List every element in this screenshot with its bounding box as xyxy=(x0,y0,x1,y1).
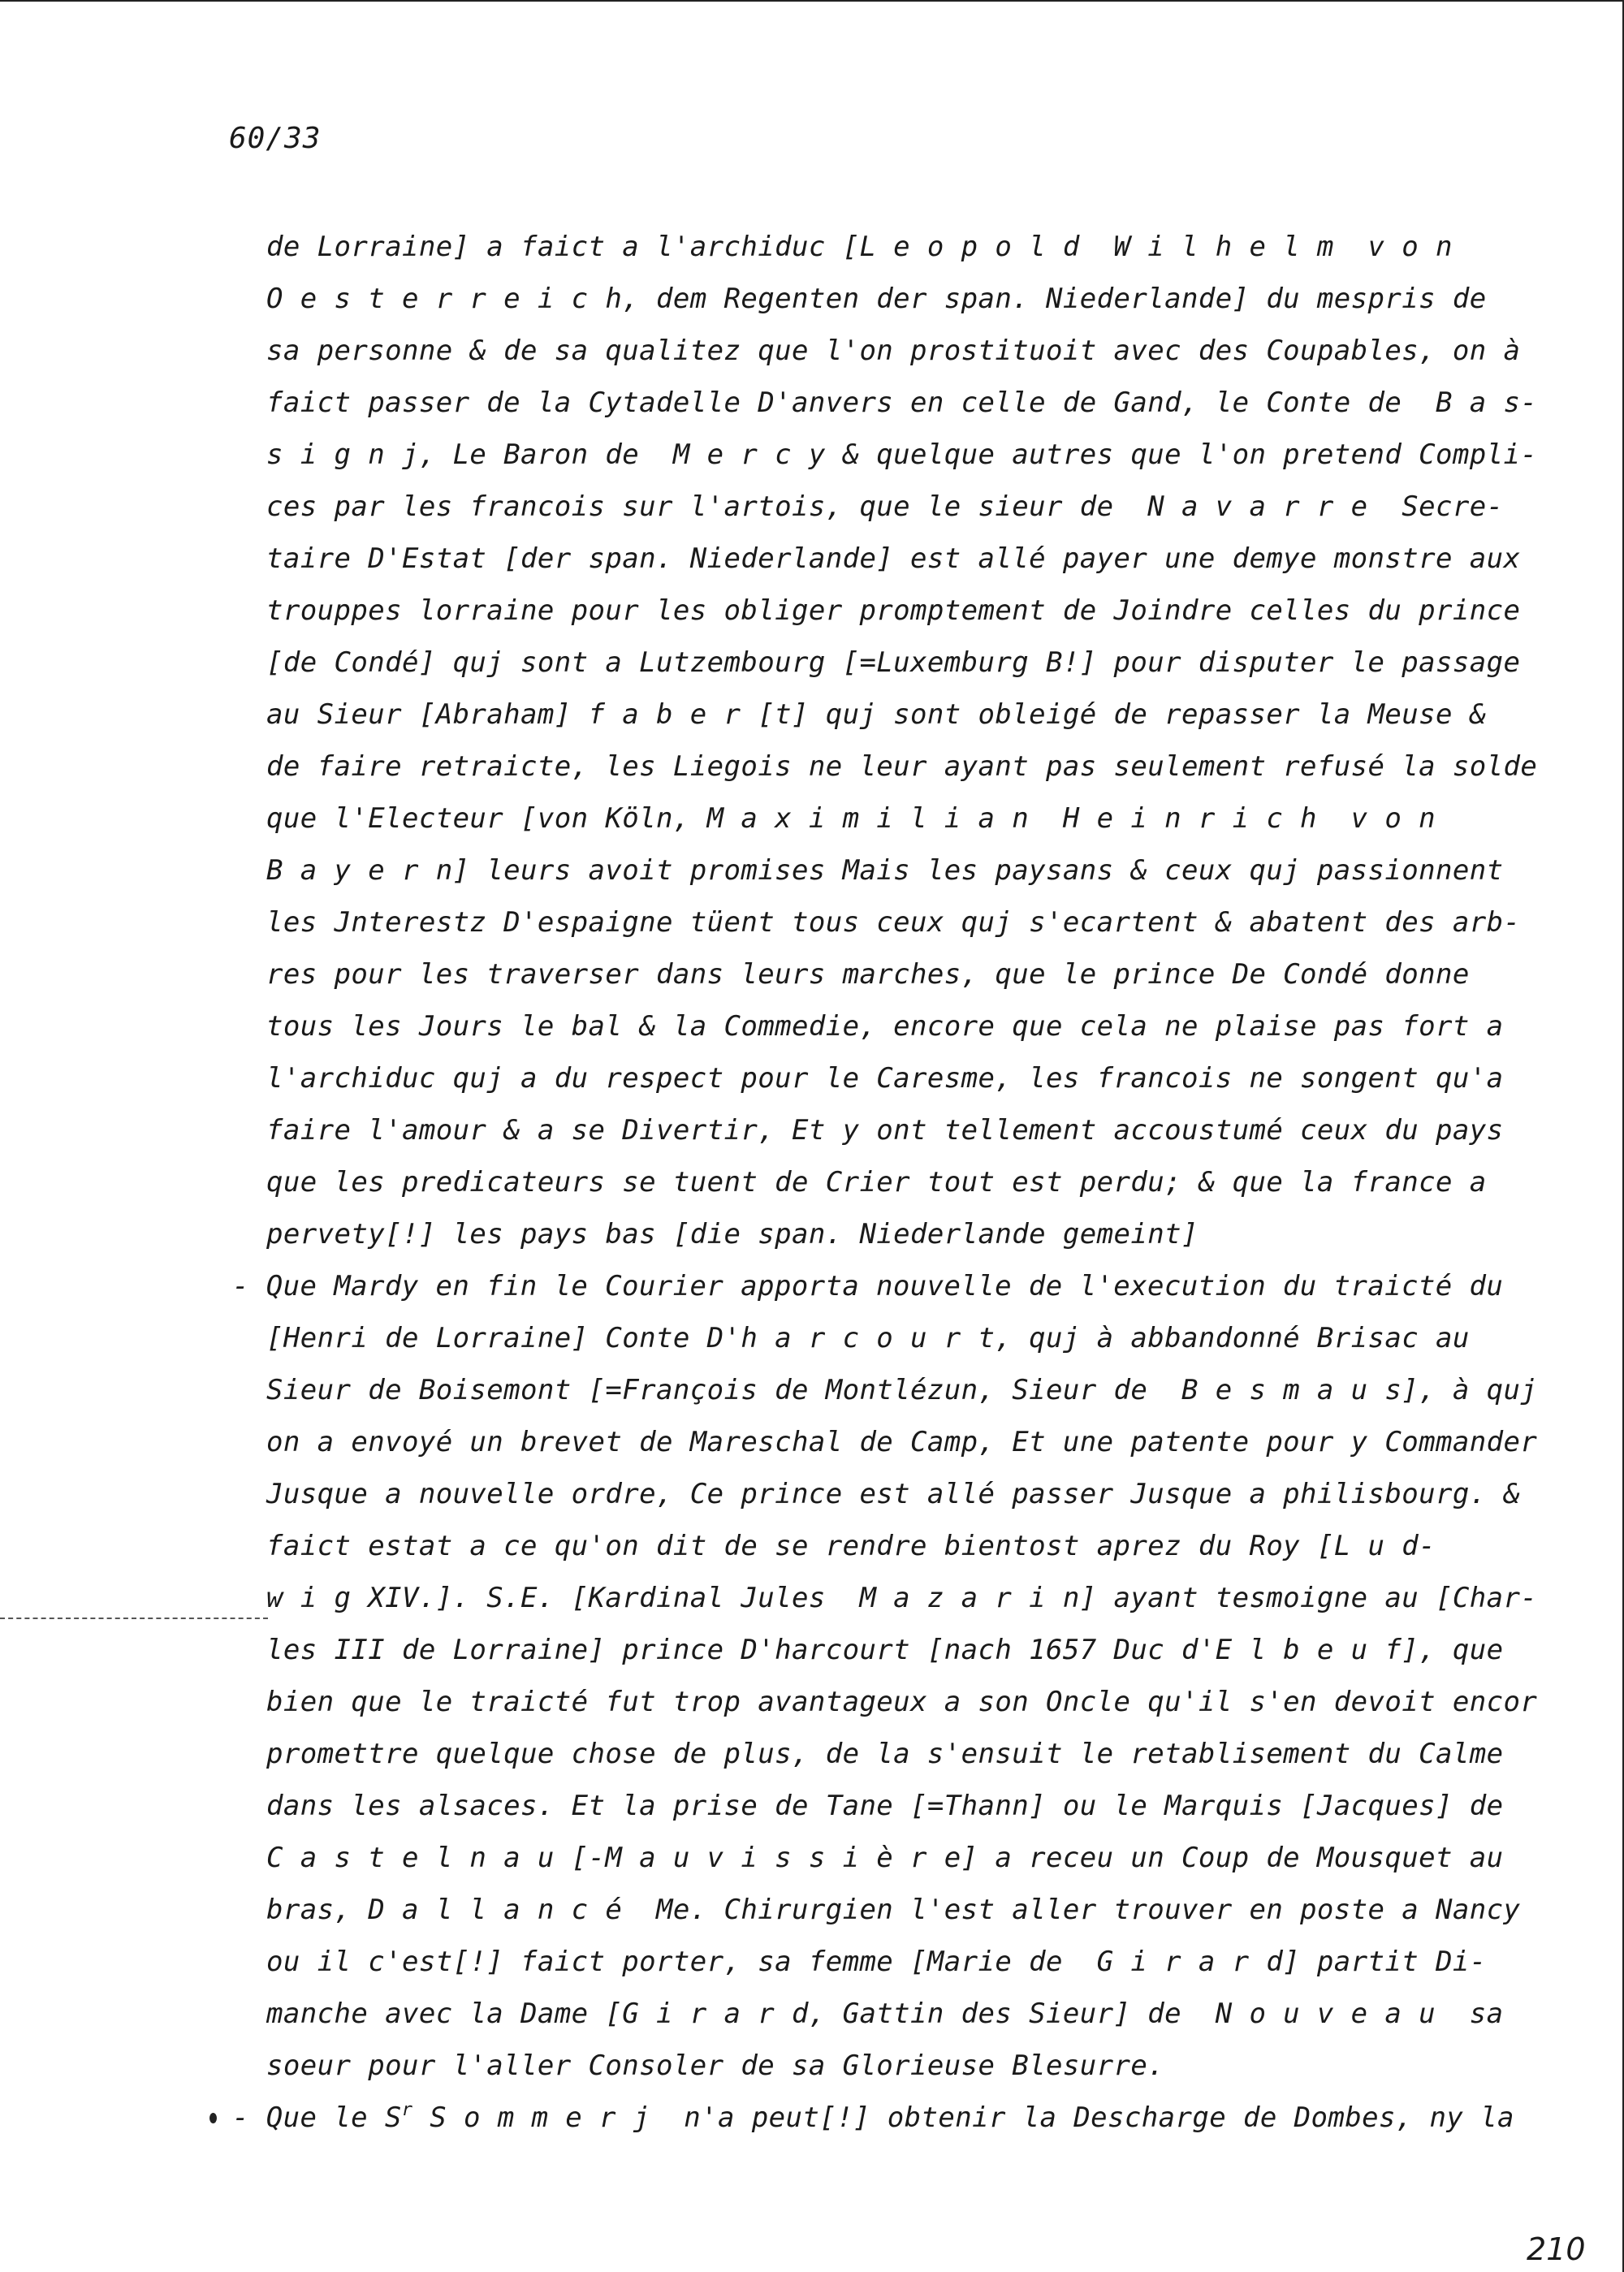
text-line: manche avec la Dame [G i r a r d, Gattin des Sieur] de N o u v e a u sa xyxy=(266,1998,1504,2030)
text-line: res pour les traverser dans leurs marches, que le prince De Condé donne xyxy=(266,958,1470,991)
text-line: bien que le traicté fut trop avantageux a son Oncle qu'il s'en devoit encor xyxy=(266,1686,1538,1718)
text-line: on a envoyé un brevet de Mareschal de Camp, Et une patente pour y Commander xyxy=(266,1426,1538,1458)
text-line: Sieur de Boisemont [=François de Montlézun, Sieur de B e s m a u s], à quj xyxy=(266,1374,1538,1406)
text-line: que l'Electeur [von Köln, M a x i m i l i a n H e i n r i c h v o n xyxy=(266,802,1436,835)
text-line: les Jnterestz D'espaigne tüent tous ceux quj s'ecartent & abatent des arb- xyxy=(266,906,1521,939)
text-line: promettre quelque chose de plus, de la s'ensuit le retablisement du Calme xyxy=(266,1738,1504,1770)
text-line: au Sieur [Abraham] f a b e r [t] quj sont obleigé de repasser la Meuse & xyxy=(266,698,1487,731)
text-line: l'archiduc quj a du respect pour le Caresme, les francois ne songent qu'a xyxy=(266,1062,1504,1095)
text-line: Jusque a nouvelle ordre, Ce prince est allé passer Jusque a philisbourg. & xyxy=(266,1478,1521,1510)
text-line: faict estat a ce qu'on dit de se rendre bientost aprez du Roy [L u d- xyxy=(266,1530,1436,1562)
text-line: bras, D a l l a n c é Me. Chirurgien l'est aller trouver en poste a Nancy xyxy=(266,1894,1521,1926)
page-number: 60/33 xyxy=(229,122,322,155)
text-line: de Lorraine] a faict a l'archiduc [L e o p o l d W i l h e l m v o n xyxy=(266,231,1453,263)
text-line: [Henri de Lorraine] Conte D'h a r c o u r t, quj à abbandonné Brisac au xyxy=(266,1322,1470,1354)
text-line: soeur pour l'aller Consoler de sa Glorieuse Blesurre. xyxy=(266,2050,1165,2082)
text-line-last: - Que le $S^r$ S o m m e r j n'a peut[!] obtenir la Descharge de Dombes, ny la xyxy=(232,2100,1514,2134)
text-line: ces par les francois sur l'artois, que le sieur de N a v a r r e Secre- xyxy=(266,490,1504,523)
text-line: O e s t e r r e i c h, dem Regenten der span. Niederlande] du mespris de xyxy=(266,283,1487,315)
text-line: sa personne & de sa qualitez que l'on prostituoit avec des Coupables, on à xyxy=(266,335,1521,367)
text-line: tous les Jours le bal & la Commedie, encore que cela ne plaise pas fort a xyxy=(266,1010,1504,1043)
text-line: que les predicateurs se tuent de Crier tout est perdu; & que la france a xyxy=(266,1166,1487,1199)
text-line: de faire retraicte, les Liegois ne leur ayant pas seulement refusé la solde xyxy=(266,750,1538,783)
text-line: s i g n j, Le Baron de M e r c y & quelque autres que l'on pretend Compli- xyxy=(266,438,1538,471)
text-line: taire D'Estat [der span. Niederlande] est allé payer une demye monstre aux xyxy=(266,542,1521,575)
ink-dot xyxy=(209,2113,217,2123)
text-line: C a s t e l n a u [-M a u v i s s i è r e] a receu un Coup de Mousquet au xyxy=(266,1842,1504,1874)
text-line: faire l'amour & a se Divertir, Et y ont tellement accoustumé ceux du pays xyxy=(266,1114,1504,1147)
text-line: trouppes lorraine pour les obliger promptement de Joindre celles du prince xyxy=(266,594,1521,627)
text-line: w i g XIV.]. S.E. [Kardinal Jules M a z a r i n] ayant tesmoigne au [Char- xyxy=(266,1582,1538,1614)
text-line: les III de Lorraine] prince D'harcourt [nach 1657 Duc d'E l b e u f], que xyxy=(266,1634,1504,1666)
text-line: ou il c'est[!] faict porter, sa femme [Marie de G i r a r d] partit Di- xyxy=(266,1946,1487,1978)
text-line: [de Condé] quj sont a Lutzembourg [=Luxemburg B!] pour disputer le passage xyxy=(266,646,1521,679)
text-line: B a y e r n] leurs avoit promises Mais les paysans & ceux quj passionnent xyxy=(266,854,1504,887)
archive-number: 210 xyxy=(1527,2231,1586,2267)
text-line: pervety[!] les pays bas [die span. Niederlande gemeint] xyxy=(266,1218,1199,1250)
text-line: dans les alsaces. Et la prise de Tane [=Thann] ou le Marquis [Jacques] de xyxy=(266,1790,1504,1822)
scan-artifact-rule xyxy=(0,1618,268,1619)
text-line: - Que Mardy en fin le Courier apporta nouvelle de l'execution du traicté du xyxy=(232,1270,1504,1302)
text-line: faict passer de la Cytadelle D'anvers en celle de Gand, le Conte de B a s- xyxy=(266,387,1538,419)
document-body xyxy=(232,221,1538,2144)
